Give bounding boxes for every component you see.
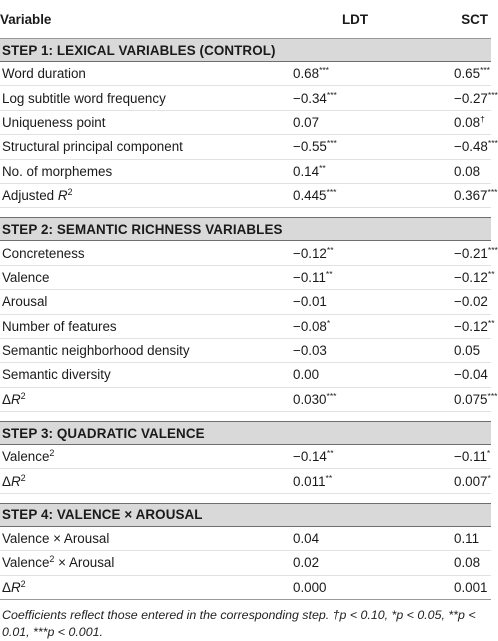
ldt-cell — [287, 363, 398, 387]
italic-r: R — [57, 188, 68, 204]
ldt-value: 0.07 — [293, 114, 320, 130]
ldt-cell — [287, 314, 398, 338]
sct-significance: * — [487, 472, 491, 483]
ldt-cell — [287, 575, 398, 599]
ldt-cell — [287, 110, 398, 134]
sct-cell — [398, 159, 491, 183]
variable-label: Uniqueness point — [2, 114, 106, 130]
sct-value: 0.08 — [454, 163, 481, 179]
sct-value: 0.08 — [454, 114, 481, 130]
sct-value: −0.12 — [454, 318, 488, 334]
sct-significance: * — [486, 448, 491, 459]
ldt-significance: ** — [325, 472, 333, 483]
table-body — [0, 39, 498, 600]
section-gap-cell — [0, 208, 491, 218]
italic-r: R — [10, 579, 21, 595]
variable-cell — [0, 135, 287, 159]
ldt-cell — [287, 135, 398, 159]
sct-significance: ** — [487, 317, 495, 328]
superscript: 2 — [49, 554, 55, 565]
variable-cell — [0, 338, 287, 362]
sct-value: 0.11 — [454, 531, 480, 547]
section-gap — [0, 493, 491, 503]
section-gap — [0, 412, 491, 422]
table-row — [0, 86, 491, 110]
ldt-cell — [287, 183, 398, 207]
section-title: STEP 3: QUADRATIC VALENCE — [0, 422, 491, 445]
sct-cell — [398, 290, 491, 314]
section-header-row — [0, 39, 491, 62]
sct-significance: ** — [487, 268, 495, 279]
table-row — [0, 551, 491, 575]
ldt-cell — [287, 469, 398, 493]
ldt-significance: *** — [326, 138, 337, 149]
sct-value: −0.04 — [454, 367, 488, 383]
ldt-significance: ** — [326, 448, 334, 459]
table-row — [0, 363, 491, 387]
table-row — [0, 241, 491, 265]
sct-value: 0.075 — [454, 391, 488, 407]
ldt-cell — [287, 551, 398, 575]
table-row — [0, 338, 491, 362]
ldt-value: 0.02 — [293, 555, 320, 571]
ldt-value: 0.04 — [293, 531, 320, 547]
section-header-row — [0, 422, 491, 445]
table-row — [0, 110, 491, 134]
variable-cell — [0, 526, 287, 550]
ldt-significance: * — [326, 317, 331, 328]
sct-value: −0.27 — [454, 90, 488, 106]
section-title: STEP 1: LEXICAL VARIABLES (CONTROL) — [0, 39, 491, 62]
ldt-value: −0.12 — [293, 245, 327, 261]
sct-cell — [398, 526, 491, 550]
sct-cell — [398, 265, 495, 289]
table-row — [0, 526, 491, 550]
variable-cell — [0, 110, 287, 134]
ldt-value: 0.011 — [293, 473, 326, 489]
table-row — [0, 314, 491, 338]
sct-cell — [398, 135, 498, 159]
table-row — [0, 290, 491, 314]
sct-significance: † — [480, 113, 485, 124]
variable-cell — [0, 387, 287, 411]
ldt-significance: *** — [326, 187, 337, 198]
superscript: 2 — [49, 448, 55, 459]
sct-value: 0.001 — [454, 579, 488, 595]
ldt-value: 0.68 — [293, 66, 320, 82]
ldt-cell — [287, 241, 398, 265]
variable-cell — [0, 265, 287, 289]
sct-value: 0.65 — [454, 66, 481, 82]
ldt-value: −0.08 — [293, 318, 327, 334]
ldt-cell — [287, 445, 398, 469]
sct-cell — [398, 110, 491, 134]
sct-value: −0.02 — [454, 294, 488, 310]
ldt-cell — [287, 526, 398, 550]
ldt-value: −0.34 — [293, 90, 327, 106]
sct-cell — [398, 469, 491, 493]
italic-r: R — [10, 391, 21, 407]
variable-label: Number of features — [2, 318, 117, 334]
ldt-cell — [287, 62, 398, 86]
table-header — [0, 0, 491, 39]
ldt-significance: *** — [326, 89, 337, 100]
variable-cell — [0, 62, 287, 86]
variable-cell — [0, 551, 287, 575]
superscript: 2 — [20, 472, 26, 483]
sct-value: 0.08 — [454, 555, 481, 571]
variable-label: ΔR — [2, 391, 21, 407]
variable-label: Word duration — [2, 66, 86, 82]
ldt-significance: *** — [319, 65, 329, 76]
sct-cell — [398, 575, 491, 599]
variable-cell — [0, 314, 287, 338]
variable-label: ΔR — [2, 579, 21, 595]
sct-value: 0.05 — [454, 343, 481, 359]
variable-label: Valence — [2, 449, 50, 465]
sct-cell — [398, 314, 495, 338]
section-header-row — [0, 503, 491, 526]
sct-significance: *** — [487, 89, 498, 100]
sct-cell — [398, 551, 491, 575]
table-row — [0, 575, 491, 599]
sct-cell — [398, 183, 498, 207]
ldt-cell — [287, 159, 398, 183]
sct-cell — [398, 363, 491, 387]
ldt-value: 0.445 — [293, 188, 327, 204]
ldt-cell — [287, 290, 398, 314]
sct-significance: *** — [487, 244, 498, 255]
variable-cell — [0, 241, 287, 265]
variable-cell — [0, 445, 287, 469]
sct-cell — [398, 338, 491, 362]
variable-label: Adjusted R — [2, 188, 68, 204]
variable-cell — [0, 159, 287, 183]
variable-cell — [0, 469, 287, 493]
ldt-significance: ** — [325, 268, 333, 279]
header-row — [0, 0, 491, 39]
variable-cell — [0, 86, 287, 110]
ldt-value: −0.14 — [293, 449, 327, 465]
ldt-value: −0.55 — [293, 139, 327, 155]
variable-cell — [0, 290, 287, 314]
table-row — [0, 387, 491, 411]
variable-label-tail: × Arousal — [54, 555, 115, 571]
superscript: 2 — [20, 578, 26, 589]
table-footnote: Coefficients reflect those entered in the corresponding step. †p < 0.10, *p < 0.05, **p < 0.01, ***p < 0.001. — [2, 608, 476, 640]
variable-label: Valence × Arousal — [2, 531, 110, 547]
sct-value: −0.21 — [454, 245, 488, 261]
superscript: 2 — [67, 187, 73, 198]
variable-label: Log subtitle word frequency — [2, 90, 166, 106]
ldt-value: 0.030 — [293, 391, 327, 407]
variable-label: Structural principal component — [2, 139, 183, 155]
header-ldt: LDT — [287, 0, 398, 39]
variable-label: No. of morphemes — [2, 163, 113, 179]
table-row — [0, 445, 491, 469]
table-row — [0, 265, 491, 289]
italic-r: R — [10, 473, 21, 489]
section-gap — [0, 208, 491, 218]
section-title: STEP 4: VALENCE × AROUSAL — [0, 503, 491, 526]
table-row — [0, 135, 491, 159]
sct-significance: *** — [487, 390, 498, 401]
ldt-value: 0.14 — [293, 163, 320, 179]
sct-cell — [398, 387, 498, 411]
variable-label: Semantic neighborhood density — [2, 343, 190, 359]
variable-label: Semantic diversity — [2, 367, 111, 383]
ldt-value: 0.000 — [293, 579, 327, 595]
ldt-significance: ** — [319, 162, 326, 173]
ldt-value: −0.11 — [293, 269, 326, 285]
sct-value: 0.007 — [454, 473, 488, 489]
ldt-value: −0.01 — [293, 294, 327, 310]
sct-value: −0.11 — [454, 449, 487, 465]
sct-value: −0.12 — [454, 269, 488, 285]
table-row — [0, 62, 491, 86]
variable-cell — [0, 183, 287, 207]
ldt-cell — [287, 265, 398, 289]
sct-cell — [398, 62, 491, 86]
variable-label: ΔR — [2, 473, 21, 489]
sct-cell — [398, 241, 498, 265]
variable-label: Arousal — [2, 294, 48, 310]
sct-value: 0.367 — [454, 188, 488, 204]
section-gap-cell — [0, 493, 491, 503]
header-variable: Variable — [0, 0, 287, 39]
variable-cell — [0, 575, 287, 599]
table-row — [0, 159, 491, 183]
sct-cell — [398, 445, 491, 469]
variable-label: Valence — [2, 269, 50, 285]
ldt-value: 0.00 — [293, 367, 320, 383]
sct-significance: *** — [480, 65, 490, 76]
superscript: 2 — [20, 390, 26, 401]
variable-label: Valence — [2, 555, 50, 571]
sct-cell — [398, 86, 498, 110]
section-title: STEP 2: SEMANTIC RICHNESS VARIABLES — [0, 218, 491, 241]
ldt-significance: ** — [326, 244, 334, 255]
header-sct: SCT — [398, 0, 491, 39]
section-header-row — [0, 218, 491, 241]
variable-label: Concreteness — [2, 245, 85, 261]
section-gap-cell — [0, 412, 491, 422]
table-row — [0, 469, 491, 493]
ldt-cell — [287, 86, 398, 110]
variable-cell — [0, 363, 287, 387]
ldt-value: −0.03 — [293, 343, 327, 359]
sct-significance: *** — [487, 187, 498, 198]
table-row — [0, 183, 491, 207]
ldt-cell — [287, 387, 398, 411]
ldt-cell — [287, 338, 398, 362]
ldt-significance: *** — [326, 390, 337, 401]
sct-significance: *** — [487, 138, 498, 149]
sct-value: −0.48 — [454, 139, 488, 155]
